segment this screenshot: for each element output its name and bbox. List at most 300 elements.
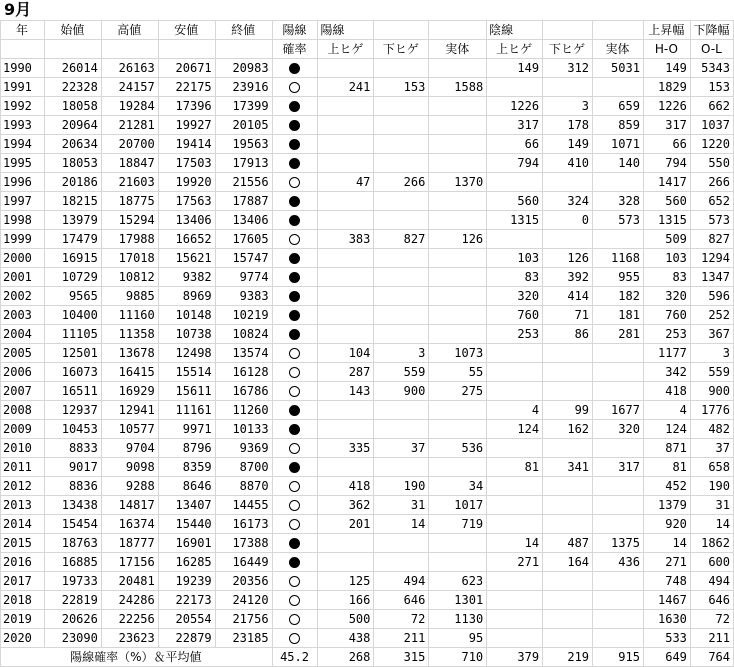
cell-bull-upper-shadow[interactable] [318,325,374,344]
cell-bull-lower-shadow[interactable]: 827 [374,230,429,249]
cell-bear-upper-shadow[interactable] [487,629,543,648]
cell-bull-body[interactable]: 1073 [429,344,487,363]
cell-open-minus-low[interactable]: 367 [690,325,733,344]
cell-open[interactable]: 10729 [44,268,101,287]
cell-high-minus-open[interactable]: 452 [643,477,690,496]
cell-bear-lower-shadow[interactable] [543,344,593,363]
cell-open-minus-low[interactable]: 827 [690,230,733,249]
cell-bull-lower-shadow[interactable] [374,325,429,344]
cell-bull-upper-shadow[interactable]: 166 [318,591,374,610]
cell-high[interactable]: 9704 [101,439,158,458]
cell-year[interactable]: 1992 [1,97,45,116]
cell-bull-body[interactable]: 1017 [429,496,487,515]
cell-bear-body[interactable] [593,496,644,515]
cell-low[interactable]: 11161 [158,401,215,420]
cell-high[interactable]: 17988 [101,230,158,249]
cell-open-minus-low[interactable]: 600 [690,553,733,572]
cell-bull-body[interactable]: 536 [429,439,487,458]
cell-candle[interactable] [272,534,318,553]
cell-open[interactable]: 13979 [44,211,101,230]
cell-open[interactable]: 16073 [44,363,101,382]
cell-high[interactable]: 18775 [101,192,158,211]
cell-close[interactable]: 24120 [215,591,272,610]
cell-bull-body[interactable] [429,249,487,268]
cell-bear-lower-shadow[interactable]: 149 [543,135,593,154]
cell-open-minus-low[interactable]: 266 [690,173,733,192]
cell-low[interactable]: 12498 [158,344,215,363]
cell-candle[interactable] [272,382,318,401]
cell-high[interactable]: 19284 [101,97,158,116]
cell-year[interactable]: 1997 [1,192,45,211]
cell-candle[interactable] [272,116,318,135]
cell-bear-body[interactable]: 859 [593,116,644,135]
cell-bear-lower-shadow[interactable]: 410 [543,154,593,173]
cell-open-minus-low[interactable]: 1294 [690,249,733,268]
cell-bull-lower-shadow[interactable]: 559 [374,363,429,382]
cell-bull-lower-shadow[interactable] [374,306,429,325]
cell-low[interactable]: 20554 [158,610,215,629]
header2-empty-4[interactable] [158,40,215,59]
cell-bear-upper-shadow[interactable]: 83 [487,268,543,287]
cell-bear-upper-shadow[interactable]: 317 [487,116,543,135]
cell-bull-upper-shadow[interactable] [318,192,374,211]
cell-close[interactable]: 17913 [215,154,272,173]
cell-open[interactable]: 23090 [44,629,101,648]
cell-bull-lower-shadow[interactable]: 72 [374,610,429,629]
cell-high[interactable]: 15294 [101,211,158,230]
footer-ho[interactable]: 649 [643,648,690,667]
cell-year[interactable]: 1994 [1,135,45,154]
cell-open[interactable]: 18215 [44,192,101,211]
cell-bull-upper-shadow[interactable] [318,135,374,154]
cell-high[interactable]: 16929 [101,382,158,401]
cell-open-minus-low[interactable]: 72 [690,610,733,629]
header-empty-1[interactable] [374,21,429,40]
cell-bull-body[interactable]: 1588 [429,78,487,97]
cell-bear-body[interactable] [593,610,644,629]
cell-high-minus-open[interactable]: 271 [643,553,690,572]
cell-low[interactable]: 9971 [158,420,215,439]
cell-bull-lower-shadow[interactable] [374,135,429,154]
cell-high-minus-open[interactable]: 1177 [643,344,690,363]
cell-bull-body[interactable]: 126 [429,230,487,249]
cell-high-minus-open[interactable]: 81 [643,458,690,477]
cell-high[interactable]: 16415 [101,363,158,382]
cell-bull-lower-shadow[interactable] [374,553,429,572]
cell-candle[interactable] [272,287,318,306]
cell-high[interactable]: 11160 [101,306,158,325]
header-bearish-group[interactable]: 陰線 [487,21,543,40]
cell-candle[interactable] [272,572,318,591]
cell-bear-lower-shadow[interactable]: 126 [543,249,593,268]
cell-candle[interactable] [272,173,318,192]
cell-bear-lower-shadow[interactable] [543,230,593,249]
header-bull-body[interactable]: 実体 [429,40,487,59]
cell-bear-upper-shadow[interactable] [487,439,543,458]
header-open-minus-low[interactable]: O-L [690,40,733,59]
header-high-minus-open[interactable]: H-O [643,40,690,59]
cell-year[interactable]: 2003 [1,306,45,325]
footer-rate[interactable]: 45.2 [272,648,318,667]
footer-ol[interactable]: 764 [690,648,733,667]
header-probability[interactable]: 確率 [272,40,318,59]
header-high[interactable]: 高値 [101,21,158,40]
header2-empty-3[interactable] [101,40,158,59]
cell-open-minus-low[interactable]: 596 [690,287,733,306]
cell-open[interactable]: 20964 [44,116,101,135]
cell-open[interactable]: 15454 [44,515,101,534]
cell-bear-lower-shadow[interactable]: 162 [543,420,593,439]
cell-candle[interactable] [272,591,318,610]
header2-empty-1[interactable] [1,40,45,59]
cell-open-minus-low[interactable]: 37 [690,439,733,458]
cell-low[interactable]: 9382 [158,268,215,287]
cell-close[interactable]: 11260 [215,401,272,420]
cell-bear-body[interactable]: 181 [593,306,644,325]
cell-low[interactable]: 22175 [158,78,215,97]
cell-high-minus-open[interactable]: 920 [643,515,690,534]
cell-high[interactable]: 26163 [101,59,158,78]
cell-candle[interactable] [272,458,318,477]
cell-bull-lower-shadow[interactable]: 900 [374,382,429,401]
cell-high-minus-open[interactable]: 871 [643,439,690,458]
cell-bull-lower-shadow[interactable] [374,211,429,230]
cell-bull-lower-shadow[interactable]: 494 [374,572,429,591]
cell-candle[interactable] [272,306,318,325]
cell-bull-upper-shadow[interactable]: 201 [318,515,374,534]
cell-low[interactable]: 19927 [158,116,215,135]
cell-bull-upper-shadow[interactable] [318,306,374,325]
cell-low[interactable]: 8359 [158,458,215,477]
cell-candle[interactable] [272,344,318,363]
cell-close[interactable]: 9383 [215,287,272,306]
cell-bear-upper-shadow[interactable] [487,173,543,192]
cell-bull-upper-shadow[interactable] [318,401,374,420]
cell-year[interactable]: 2006 [1,363,45,382]
cell-high-minus-open[interactable]: 66 [643,135,690,154]
cell-bull-upper-shadow[interactable]: 287 [318,363,374,382]
cell-open-minus-low[interactable]: 494 [690,572,733,591]
cell-bull-lower-shadow[interactable]: 153 [374,78,429,97]
cell-high-minus-open[interactable]: 1829 [643,78,690,97]
cell-high[interactable]: 21281 [101,116,158,135]
cell-close[interactable]: 16786 [215,382,272,401]
cell-year[interactable]: 1990 [1,59,45,78]
cell-high-minus-open[interactable]: 317 [643,116,690,135]
cell-open[interactable]: 9565 [44,287,101,306]
cell-bear-upper-shadow[interactable] [487,591,543,610]
cell-open-minus-low[interactable]: 14 [690,515,733,534]
cell-candle[interactable] [272,553,318,572]
cell-low[interactable]: 8646 [158,477,215,496]
cell-open[interactable]: 19733 [44,572,101,591]
cell-year[interactable]: 2002 [1,287,45,306]
cell-bull-upper-shadow[interactable] [318,116,374,135]
cell-open-minus-low[interactable]: 153 [690,78,733,97]
cell-bull-body[interactable] [429,97,487,116]
cell-open-minus-low[interactable]: 1037 [690,116,733,135]
cell-close[interactable]: 17399 [215,97,272,116]
cell-bull-upper-shadow[interactable] [318,420,374,439]
cell-close[interactable]: 17887 [215,192,272,211]
footer-ib[interactable]: 915 [593,648,644,667]
cell-open-minus-low[interactable]: 900 [690,382,733,401]
cell-close[interactable]: 20983 [215,59,272,78]
cell-bear-upper-shadow[interactable]: 14 [487,534,543,553]
cell-bear-upper-shadow[interactable]: 560 [487,192,543,211]
cell-high[interactable]: 10577 [101,420,158,439]
cell-bear-lower-shadow[interactable]: 164 [543,553,593,572]
cell-year[interactable]: 2014 [1,515,45,534]
cell-close[interactable]: 8870 [215,477,272,496]
cell-close[interactable]: 8700 [215,458,272,477]
cell-high-minus-open[interactable]: 253 [643,325,690,344]
cell-bull-body[interactable]: 95 [429,629,487,648]
cell-bear-upper-shadow[interactable]: 103 [487,249,543,268]
cell-bear-body[interactable] [593,515,644,534]
cell-bear-body[interactable]: 182 [593,287,644,306]
cell-candle[interactable] [272,401,318,420]
cell-bear-lower-shadow[interactable] [543,629,593,648]
cell-year[interactable]: 2000 [1,249,45,268]
cell-bear-body[interactable]: 317 [593,458,644,477]
cell-high[interactable]: 22256 [101,610,158,629]
cell-high[interactable]: 9098 [101,458,158,477]
cell-close[interactable]: 14455 [215,496,272,515]
cell-bull-body[interactable] [429,420,487,439]
cell-bear-lower-shadow[interactable] [543,363,593,382]
footer-yb[interactable]: 710 [429,648,487,667]
cell-low[interactable]: 15440 [158,515,215,534]
cell-low[interactable]: 17503 [158,154,215,173]
cell-low[interactable]: 8796 [158,439,215,458]
cell-bear-body[interactable]: 1375 [593,534,644,553]
cell-open-minus-low[interactable]: 3 [690,344,733,363]
cell-high-minus-open[interactable]: 320 [643,287,690,306]
cell-low[interactable]: 15621 [158,249,215,268]
cell-low[interactable]: 17396 [158,97,215,116]
cell-high[interactable]: 21603 [101,173,158,192]
cell-high-minus-open[interactable]: 533 [643,629,690,648]
cell-bear-lower-shadow[interactable] [543,439,593,458]
cell-bear-body[interactable] [593,572,644,591]
cell-bull-body[interactable]: 719 [429,515,487,534]
cell-bull-upper-shadow[interactable]: 241 [318,78,374,97]
cell-bull-lower-shadow[interactable] [374,401,429,420]
cell-bear-upper-shadow[interactable] [487,344,543,363]
header-bear-upper-shadow[interactable]: 上ヒゲ [487,40,543,59]
cell-high[interactable]: 10812 [101,268,158,287]
cell-low[interactable]: 16652 [158,230,215,249]
cell-high-minus-open[interactable]: 103 [643,249,690,268]
cell-high-minus-open[interactable]: 149 [643,59,690,78]
cell-high[interactable]: 18847 [101,154,158,173]
cell-open[interactable]: 16915 [44,249,101,268]
cell-high-minus-open[interactable]: 83 [643,268,690,287]
cell-high-minus-open[interactable]: 760 [643,306,690,325]
cell-close[interactable]: 20105 [215,116,272,135]
cell-close[interactable]: 23916 [215,78,272,97]
cell-candle[interactable] [272,363,318,382]
cell-bull-body[interactable] [429,287,487,306]
cell-bull-lower-shadow[interactable]: 266 [374,173,429,192]
cell-close[interactable]: 13574 [215,344,272,363]
cell-bear-upper-shadow[interactable] [487,382,543,401]
header-close[interactable]: 終値 [215,21,272,40]
cell-bear-lower-shadow[interactable] [543,572,593,591]
cell-candle[interactable] [272,78,318,97]
cell-bear-upper-shadow[interactable]: 320 [487,287,543,306]
cell-low[interactable]: 15514 [158,363,215,382]
cell-open[interactable]: 22819 [44,591,101,610]
cell-close[interactable]: 17605 [215,230,272,249]
cell-bull-lower-shadow[interactable]: 37 [374,439,429,458]
cell-bear-upper-shadow[interactable] [487,515,543,534]
cell-bull-upper-shadow[interactable]: 335 [318,439,374,458]
cell-year[interactable]: 2013 [1,496,45,515]
cell-open-minus-low[interactable]: 482 [690,420,733,439]
cell-bull-upper-shadow[interactable] [318,211,374,230]
cell-open[interactable]: 18058 [44,97,101,116]
cell-high[interactable]: 24157 [101,78,158,97]
cell-low[interactable]: 13406 [158,211,215,230]
cell-candle[interactable] [272,97,318,116]
cell-bear-lower-shadow[interactable]: 99 [543,401,593,420]
cell-bull-body[interactable] [429,401,487,420]
cell-bull-lower-shadow[interactable] [374,192,429,211]
footer-label[interactable]: 陽線確率（%）＆平均値 [1,648,273,667]
cell-bear-upper-shadow[interactable] [487,230,543,249]
cell-bull-body[interactable]: 55 [429,363,487,382]
footer-yu[interactable]: 268 [318,648,374,667]
cell-close[interactable]: 16128 [215,363,272,382]
cell-bear-upper-shadow[interactable] [487,610,543,629]
cell-high[interactable]: 20700 [101,135,158,154]
footer-il[interactable]: 219 [543,648,593,667]
header-empty-4[interactable] [593,21,644,40]
cell-bull-body[interactable] [429,154,487,173]
cell-year[interactable]: 2016 [1,553,45,572]
cell-bear-body[interactable]: 320 [593,420,644,439]
cell-high-minus-open[interactable]: 1315 [643,211,690,230]
cell-low[interactable]: 17563 [158,192,215,211]
cell-high-minus-open[interactable]: 509 [643,230,690,249]
cell-bull-upper-shadow[interactable]: 125 [318,572,374,591]
cell-close[interactable]: 16449 [215,553,272,572]
cell-bull-upper-shadow[interactable]: 362 [318,496,374,515]
cell-high-minus-open[interactable]: 4 [643,401,690,420]
cell-bull-upper-shadow[interactable] [318,268,374,287]
header-rise[interactable]: 上昇幅 [643,21,690,40]
cell-close[interactable]: 16173 [215,515,272,534]
cell-open[interactable]: 16885 [44,553,101,572]
cell-bull-upper-shadow[interactable]: 143 [318,382,374,401]
cell-bull-body[interactable] [429,325,487,344]
cell-high-minus-open[interactable]: 1467 [643,591,690,610]
cell-high[interactable]: 12941 [101,401,158,420]
cell-open[interactable]: 18053 [44,154,101,173]
cell-bear-body[interactable] [593,477,644,496]
cell-open-minus-low[interactable]: 1220 [690,135,733,154]
cell-year[interactable]: 1998 [1,211,45,230]
cell-bull-upper-shadow[interactable]: 383 [318,230,374,249]
cell-bear-upper-shadow[interactable] [487,496,543,515]
cell-bear-upper-shadow[interactable]: 794 [487,154,543,173]
cell-year[interactable]: 2020 [1,629,45,648]
cell-high-minus-open[interactable]: 560 [643,192,690,211]
cell-candle[interactable] [272,211,318,230]
cell-close[interactable]: 19563 [215,135,272,154]
cell-open[interactable]: 11105 [44,325,101,344]
footer-iu[interactable]: 379 [487,648,543,667]
cell-year[interactable]: 2008 [1,401,45,420]
cell-open-minus-low[interactable]: 652 [690,192,733,211]
cell-low[interactable]: 19239 [158,572,215,591]
cell-close[interactable]: 17388 [215,534,272,553]
cell-bear-body[interactable]: 659 [593,97,644,116]
cell-candle[interactable] [272,439,318,458]
cell-bull-body[interactable]: 275 [429,382,487,401]
cell-bear-upper-shadow[interactable] [487,477,543,496]
cell-open[interactable]: 20186 [44,173,101,192]
cell-open-minus-low[interactable]: 1862 [690,534,733,553]
cell-bear-body[interactable]: 281 [593,325,644,344]
cell-bear-lower-shadow[interactable]: 3 [543,97,593,116]
cell-open-minus-low[interactable]: 252 [690,306,733,325]
cell-bear-lower-shadow[interactable]: 178 [543,116,593,135]
cell-open-minus-low[interactable]: 573 [690,211,733,230]
cell-bear-body[interactable]: 955 [593,268,644,287]
cell-candle[interactable] [272,268,318,287]
cell-bear-body[interactable]: 1168 [593,249,644,268]
cell-candle[interactable] [272,59,318,78]
cell-candle[interactable] [272,192,318,211]
cell-candle[interactable] [272,154,318,173]
cell-bull-lower-shadow[interactable]: 14 [374,515,429,534]
cell-candle[interactable] [272,420,318,439]
cell-bear-body[interactable] [593,344,644,363]
cell-bear-lower-shadow[interactable] [543,382,593,401]
cell-bear-upper-shadow[interactable]: 1226 [487,97,543,116]
cell-year[interactable]: 2010 [1,439,45,458]
cell-open-minus-low[interactable]: 550 [690,154,733,173]
cell-bear-body[interactable] [593,363,644,382]
cell-bull-lower-shadow[interactable] [374,534,429,553]
cell-bear-body[interactable] [593,230,644,249]
cell-year[interactable]: 1996 [1,173,45,192]
cell-open[interactable]: 12937 [44,401,101,420]
cell-bull-body[interactable] [429,59,487,78]
cell-bull-lower-shadow[interactable]: 3 [374,344,429,363]
cell-open-minus-low[interactable]: 1776 [690,401,733,420]
cell-year[interactable]: 1999 [1,230,45,249]
cell-candle[interactable] [272,135,318,154]
header-bullish-group[interactable]: 陽線 [318,21,374,40]
cell-open[interactable]: 16511 [44,382,101,401]
cell-low[interactable]: 20671 [158,59,215,78]
cell-bull-body[interactable]: 1301 [429,591,487,610]
cell-high[interactable]: 9885 [101,287,158,306]
cell-bear-body[interactable] [593,439,644,458]
cell-high[interactable]: 18777 [101,534,158,553]
cell-close[interactable]: 10219 [215,306,272,325]
cell-high-minus-open[interactable]: 748 [643,572,690,591]
cell-close[interactable]: 21556 [215,173,272,192]
cell-high-minus-open[interactable]: 1630 [643,610,690,629]
cell-bear-upper-shadow[interactable]: 1315 [487,211,543,230]
cell-low[interactable]: 22879 [158,629,215,648]
cell-bull-body[interactable] [429,268,487,287]
